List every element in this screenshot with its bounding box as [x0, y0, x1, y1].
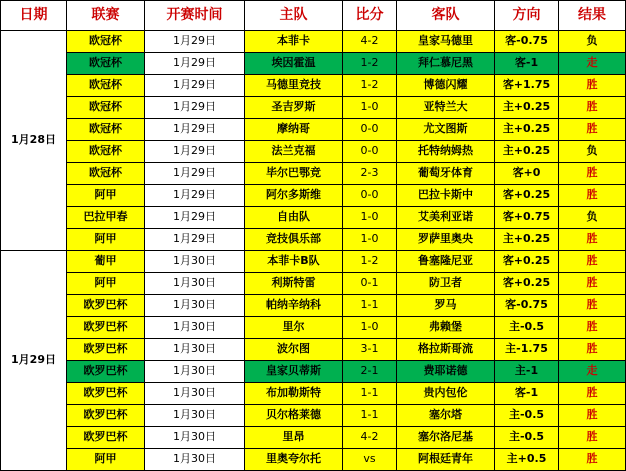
table-row	[1, 317, 626, 339]
direction-cell: 主+0.5	[495, 449, 559, 471]
column-header-4: 比分	[343, 1, 397, 31]
home-team-cell: 贝尔格莱德	[245, 405, 343, 427]
result-cell: 胜	[559, 383, 626, 405]
home-team-cell: 毕尔巴鄂竞	[245, 163, 343, 185]
table-row	[1, 405, 626, 427]
score-cell: 1-0	[343, 207, 397, 229]
home-team-cell: 帕纳辛纳科	[245, 295, 343, 317]
kickoff-time-cell: 1月29日	[145, 53, 245, 75]
score-cell: 3-1	[343, 339, 397, 361]
result-cell: 胜	[559, 449, 626, 471]
home-team-cell: 埃因霍温	[245, 53, 343, 75]
column-header-3: 主队	[245, 1, 343, 31]
result-cell: 走	[559, 53, 626, 75]
league-cell: 欧冠杯	[67, 53, 145, 75]
score-cell: 0-0	[343, 119, 397, 141]
score-cell: 1-2	[343, 75, 397, 97]
result-cell: 胜	[559, 405, 626, 427]
away-team-cell: 弗赖堡	[397, 317, 495, 339]
score-cell: 1-2	[343, 53, 397, 75]
result-cell: 负	[559, 141, 626, 163]
kickoff-time-cell: 1月29日	[145, 185, 245, 207]
table-row	[1, 163, 626, 185]
direction-cell: 主-0.5	[495, 405, 559, 427]
table-row	[1, 339, 626, 361]
result-cell: 胜	[559, 427, 626, 449]
table-row	[1, 31, 626, 53]
result-cell: 胜	[559, 251, 626, 273]
home-team-cell: 波尔图	[245, 339, 343, 361]
column-header-2: 开赛时间	[145, 1, 245, 31]
kickoff-time-cell: 1月30日	[145, 295, 245, 317]
result-cell: 胜	[559, 119, 626, 141]
result-cell: 胜	[559, 273, 626, 295]
result-cell: 负	[559, 207, 626, 229]
away-team-cell: 皇家马德里	[397, 31, 495, 53]
league-cell: 阿甲	[67, 273, 145, 295]
table-row	[1, 383, 626, 405]
away-team-cell: 亚特兰大	[397, 97, 495, 119]
away-team-cell: 葡萄牙体育	[397, 163, 495, 185]
league-cell: 欧冠杯	[67, 163, 145, 185]
column-header-5: 客队	[397, 1, 495, 31]
direction-cell: 客+0.25	[495, 273, 559, 295]
table-row	[1, 97, 626, 119]
away-team-cell: 拜仁慕尼黑	[397, 53, 495, 75]
direction-cell: 客+0	[495, 163, 559, 185]
league-cell: 欧冠杯	[67, 119, 145, 141]
league-cell: 欧罗巴杯	[67, 383, 145, 405]
league-cell: 阿甲	[67, 229, 145, 251]
away-team-cell: 鲁塞隆尼亚	[397, 251, 495, 273]
away-team-cell: 防卫者	[397, 273, 495, 295]
home-team-cell: 竞技俱乐部	[245, 229, 343, 251]
kickoff-time-cell: 1月29日	[145, 97, 245, 119]
home-team-cell: 里奥夸尔托	[245, 449, 343, 471]
table-row	[1, 449, 626, 471]
league-cell: 欧罗巴杯	[67, 427, 145, 449]
score-cell: 1-0	[343, 97, 397, 119]
result-cell: 胜	[559, 295, 626, 317]
direction-cell: 客+0.75	[495, 207, 559, 229]
result-cell: 胜	[559, 229, 626, 251]
away-team-cell: 罗萨里奥央	[397, 229, 495, 251]
table-row	[1, 119, 626, 141]
kickoff-time-cell: 1月30日	[145, 449, 245, 471]
table-row	[1, 361, 626, 383]
kickoff-time-cell: 1月29日	[145, 119, 245, 141]
score-cell: 1-0	[343, 229, 397, 251]
score-cell: 0-1	[343, 273, 397, 295]
table-row	[1, 427, 626, 449]
direction-cell: 主-1	[495, 361, 559, 383]
column-header-1: 联赛	[67, 1, 145, 31]
direction-cell: 主+0.25	[495, 97, 559, 119]
league-cell: 欧罗巴杯	[67, 405, 145, 427]
kickoff-time-cell: 1月29日	[145, 141, 245, 163]
direction-cell: 主+0.25	[495, 119, 559, 141]
away-team-cell: 费耶诺德	[397, 361, 495, 383]
away-team-cell: 贵内包伦	[397, 383, 495, 405]
result-cell: 胜	[559, 75, 626, 97]
score-cell: 2-1	[343, 361, 397, 383]
away-team-cell: 博德闪耀	[397, 75, 495, 97]
league-cell: 欧冠杯	[67, 97, 145, 119]
score-cell: 1-2	[343, 251, 397, 273]
column-header-0: 日期	[1, 1, 67, 31]
result-cell: 胜	[559, 317, 626, 339]
column-header-6: 方向	[495, 1, 559, 31]
kickoff-time-cell: 1月30日	[145, 427, 245, 449]
direction-cell: 主-1.75	[495, 339, 559, 361]
table-header-row	[1, 1, 626, 31]
table-row	[1, 185, 626, 207]
column-header-7: 结果	[559, 1, 626, 31]
away-team-cell: 尤文图斯	[397, 119, 495, 141]
league-cell: 欧冠杯	[67, 31, 145, 53]
direction-cell: 客-1	[495, 53, 559, 75]
home-team-cell: 摩纳哥	[245, 119, 343, 141]
kickoff-time-cell: 1月29日	[145, 229, 245, 251]
away-team-cell: 阿根廷青年	[397, 449, 495, 471]
score-cell: 4-2	[343, 31, 397, 53]
kickoff-time-cell: 1月30日	[145, 339, 245, 361]
direction-cell: 客+0.25	[495, 251, 559, 273]
home-team-cell: 马德里竞技	[245, 75, 343, 97]
direction-cell: 客-0.75	[495, 31, 559, 53]
kickoff-time-cell: 1月29日	[145, 207, 245, 229]
direction-cell: 主+0.25	[495, 141, 559, 163]
score-cell: 1-1	[343, 383, 397, 405]
home-team-cell: 本菲卡B队	[245, 251, 343, 273]
league-cell: 欧罗巴杯	[67, 295, 145, 317]
date-group-label: 1月28日	[1, 31, 67, 251]
league-cell: 欧冠杯	[67, 75, 145, 97]
home-team-cell: 自由队	[245, 207, 343, 229]
kickoff-time-cell: 1月29日	[145, 163, 245, 185]
table-row	[1, 229, 626, 251]
score-cell: 2-3	[343, 163, 397, 185]
kickoff-time-cell: 1月30日	[145, 361, 245, 383]
score-cell: 1-1	[343, 405, 397, 427]
result-cell: 负	[559, 31, 626, 53]
home-team-cell: 里尔	[245, 317, 343, 339]
direction-cell: 客-0.75	[495, 295, 559, 317]
direction-cell: 客+0.25	[495, 185, 559, 207]
kickoff-time-cell: 1月30日	[145, 317, 245, 339]
league-cell: 欧冠杯	[67, 141, 145, 163]
table-row	[1, 273, 626, 295]
result-cell: 走	[559, 361, 626, 383]
direction-cell: 主+0.25	[495, 229, 559, 251]
league-cell: 阿甲	[67, 449, 145, 471]
score-cell: 0-0	[343, 185, 397, 207]
table-row	[1, 251, 626, 273]
date-group-label: 1月29日	[1, 251, 67, 471]
result-cell: 胜	[559, 163, 626, 185]
league-cell: 欧罗巴杯	[67, 361, 145, 383]
kickoff-time-cell: 1月30日	[145, 273, 245, 295]
league-cell: 欧罗巴杯	[67, 339, 145, 361]
away-team-cell: 格拉斯哥流	[397, 339, 495, 361]
direction-cell: 客+1.75	[495, 75, 559, 97]
table-row	[1, 141, 626, 163]
score-cell: 0-0	[343, 141, 397, 163]
direction-cell: 客-1	[495, 383, 559, 405]
away-team-cell: 巴拉卡斯中	[397, 185, 495, 207]
score-cell: 1-1	[343, 295, 397, 317]
away-team-cell: 艾美利亚诺	[397, 207, 495, 229]
away-team-cell: 罗马	[397, 295, 495, 317]
away-team-cell: 托特纳姆热	[397, 141, 495, 163]
result-cell: 胜	[559, 97, 626, 119]
score-cell: vs	[343, 449, 397, 471]
table-row	[1, 295, 626, 317]
home-team-cell: 利斯特雷	[245, 273, 343, 295]
league-cell: 欧罗巴杯	[67, 317, 145, 339]
home-team-cell: 阿尔多斯维	[245, 185, 343, 207]
direction-cell: 主-0.5	[495, 427, 559, 449]
kickoff-time-cell: 1月30日	[145, 383, 245, 405]
home-team-cell: 布加勒斯特	[245, 383, 343, 405]
home-team-cell: 本菲卡	[245, 31, 343, 53]
score-cell: 1-0	[343, 317, 397, 339]
league-cell: 巴拉甲春	[67, 207, 145, 229]
direction-cell: 主-0.5	[495, 317, 559, 339]
home-team-cell: 里昂	[245, 427, 343, 449]
home-team-cell: 皇家贝蒂斯	[245, 361, 343, 383]
kickoff-time-cell: 1月29日	[145, 75, 245, 97]
kickoff-time-cell: 1月30日	[145, 405, 245, 427]
home-team-cell: 圣吉罗斯	[245, 97, 343, 119]
result-cell: 胜	[559, 185, 626, 207]
table-row	[1, 75, 626, 97]
score-cell: 4-2	[343, 427, 397, 449]
league-cell: 葡甲	[67, 251, 145, 273]
result-cell: 胜	[559, 339, 626, 361]
home-team-cell: 法兰克福	[245, 141, 343, 163]
table-row	[1, 53, 626, 75]
away-team-cell: 塞尔洛尼基	[397, 427, 495, 449]
kickoff-time-cell: 1月29日	[145, 31, 245, 53]
table-row	[1, 207, 626, 229]
kickoff-time-cell: 1月30日	[145, 251, 245, 273]
league-cell: 阿甲	[67, 185, 145, 207]
away-team-cell: 塞尔塔	[397, 405, 495, 427]
